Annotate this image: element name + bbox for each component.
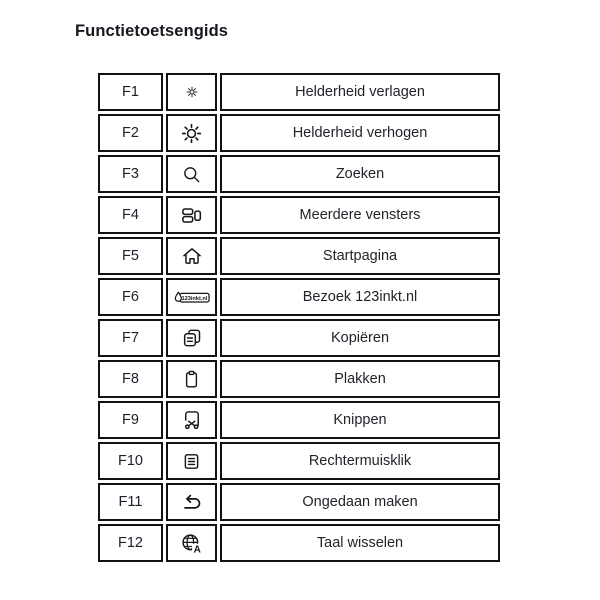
function-description-cell: Helderheid verhogen xyxy=(220,114,500,152)
function-key-cell: F9 xyxy=(98,401,163,439)
function-description-cell: Plakken xyxy=(220,360,500,398)
function-key-cell: F12 xyxy=(98,524,163,562)
function-key-cell: F4 xyxy=(98,196,163,234)
function-description-cell: Meerdere vensters xyxy=(220,196,500,234)
function-key-cell: F7 xyxy=(98,319,163,357)
function-key-cell: F8 xyxy=(98,360,163,398)
function-key-cell: F11 xyxy=(98,483,163,521)
function-description-cell: Zoeken xyxy=(220,155,500,193)
function-key-cell: F1 xyxy=(98,73,163,111)
function-description-cell: Ongedaan maken xyxy=(220,483,500,521)
globe-language-icon xyxy=(166,524,217,562)
undo-icon xyxy=(166,483,217,521)
clipboard-paste-icon xyxy=(166,360,217,398)
function-description-cell: Knippen xyxy=(220,401,500,439)
search-icon xyxy=(166,155,217,193)
function-key-cell: F6 xyxy=(98,278,163,316)
brightness-high-icon xyxy=(166,114,217,152)
function-key-cell: F10 xyxy=(98,442,163,480)
function-description-cell: Kopiëren xyxy=(220,319,500,357)
brightness-low-icon xyxy=(166,73,217,111)
function-key-cell: F5 xyxy=(98,237,163,275)
function-description-cell: Bezoek 123inkt.nl xyxy=(220,278,500,316)
function-description-cell: Helderheid verlagen xyxy=(220,73,500,111)
multi-window-icon xyxy=(166,196,217,234)
svg-text:A: A xyxy=(193,544,201,555)
copy-icon xyxy=(166,319,217,357)
page-title: Functietoetsengids xyxy=(75,22,229,40)
function-description-cell: Rechtermuisklik xyxy=(220,442,500,480)
home-icon xyxy=(166,237,217,275)
function-key-cell: F2 xyxy=(98,114,163,152)
cut-icon xyxy=(166,401,217,439)
function-description-cell: Taal wisselen xyxy=(220,524,500,562)
function-key-table xyxy=(98,73,500,562)
context-menu-icon xyxy=(166,442,217,480)
function-description-cell: Startpagina xyxy=(220,237,500,275)
function-key-cell: F3 xyxy=(98,155,163,193)
svg-text:123inkt.nl: 123inkt.nl xyxy=(181,295,207,302)
123inkt-logo-icon xyxy=(166,278,217,316)
